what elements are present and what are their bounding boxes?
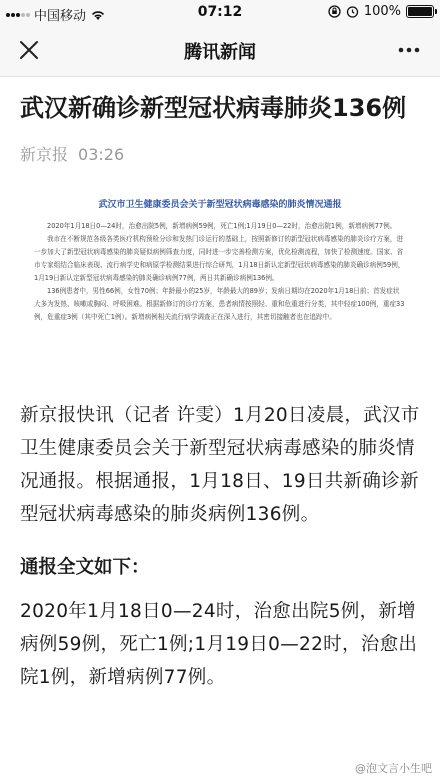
article — [0, 77, 440, 694]
battery-percent: 100% — [363, 4, 401, 19]
navigation-bar — [0, 24, 440, 77]
article-time: 03:26 — [78, 145, 125, 164]
battery-icon — [406, 5, 434, 18]
section-heading: 通报全文如下： — [20, 557, 150, 578]
more-icon[interactable] — [396, 37, 422, 63]
status-time: 07:12 — [197, 4, 243, 20]
notice-paragraph: 2020年1月18日0—24时，治愈出院5例，新增病例59例，死亡1例;1月19日0—22时，治愈出院1例，新增病例77例。 — [47, 222, 397, 230]
carrier-label: 中国移动 — [34, 9, 87, 24]
article-headline: 武汉新确诊新型冠状病毒肺炎136例 — [20, 94, 407, 122]
status-bar-right — [328, 4, 434, 19]
body-paragraph: 2020年1月18日0—24时，治愈出院5例，新增病例59例，死亡1例;1月19日0—22时，治愈出院1例，新增病例77例。 — [20, 601, 418, 688]
orientation-lock-icon — [328, 5, 341, 18]
status-bar — [0, 0, 440, 24]
alarm-icon — [346, 5, 359, 18]
article-meta — [20, 142, 420, 165]
notice-paragraph: 136例患者中，男性66例，女性70例；年龄最小的25岁，年龄最大的89岁；发病日期均在2020年1月18日前；首发症状大多为发热、咳嗽或胸闷、呼吸困难。根据新修订的诊疗方案，患者病情按照轻、重和危重进行分类，其中轻症100例，重症33例，危重症3例（其中死亡1例）。新增病例相关流行病学调查正在深入进行，其密切接触者也在追踪中。 — [34, 287, 405, 321]
notice-image-title: 武汉市卫生健康委员会关于新型冠状病毒感染的肺炎情况通报 — [98, 200, 342, 210]
notice-image-body — [34, 220, 406, 324]
notice-paragraph: 我市在不断规范各级各类医疗机构预检分诊和发热门诊运行的基础上，按照新修订的新型冠状病毒感染的肺炎诊疗方案，进一步加大了新型冠状病毒感染的肺炎疑似病例筛查力度，同时进一步完善检测方案，优化检测流程，加快了检测速度。国家、省市专家组结合临床表现、流行病学史和病原学检测结果进行综合研判，1月18日新认定新型冠状病毒感染的肺炎确诊病例59例，1月19日新认定新型冠状病毒感染的肺炎确诊病例77例，两日共新确诊病例136例。 — [34, 235, 405, 282]
lead-paragraph: 新京报快讯（记者 许雯）1月20日凌晨，武汉市卫生健康委员会关于新型冠状病毒感染的肺炎情况通报。根据通报，1月18日、19日共新确诊新型冠状病毒感染的肺炎病例136例。 — [20, 405, 420, 525]
notice-image[interactable] — [20, 187, 420, 383]
nav-title: 腾讯新闻 — [184, 42, 256, 63]
article-source[interactable]: 新京报 — [20, 145, 69, 164]
watermark: @泡文言小生吧 — [355, 762, 432, 775]
